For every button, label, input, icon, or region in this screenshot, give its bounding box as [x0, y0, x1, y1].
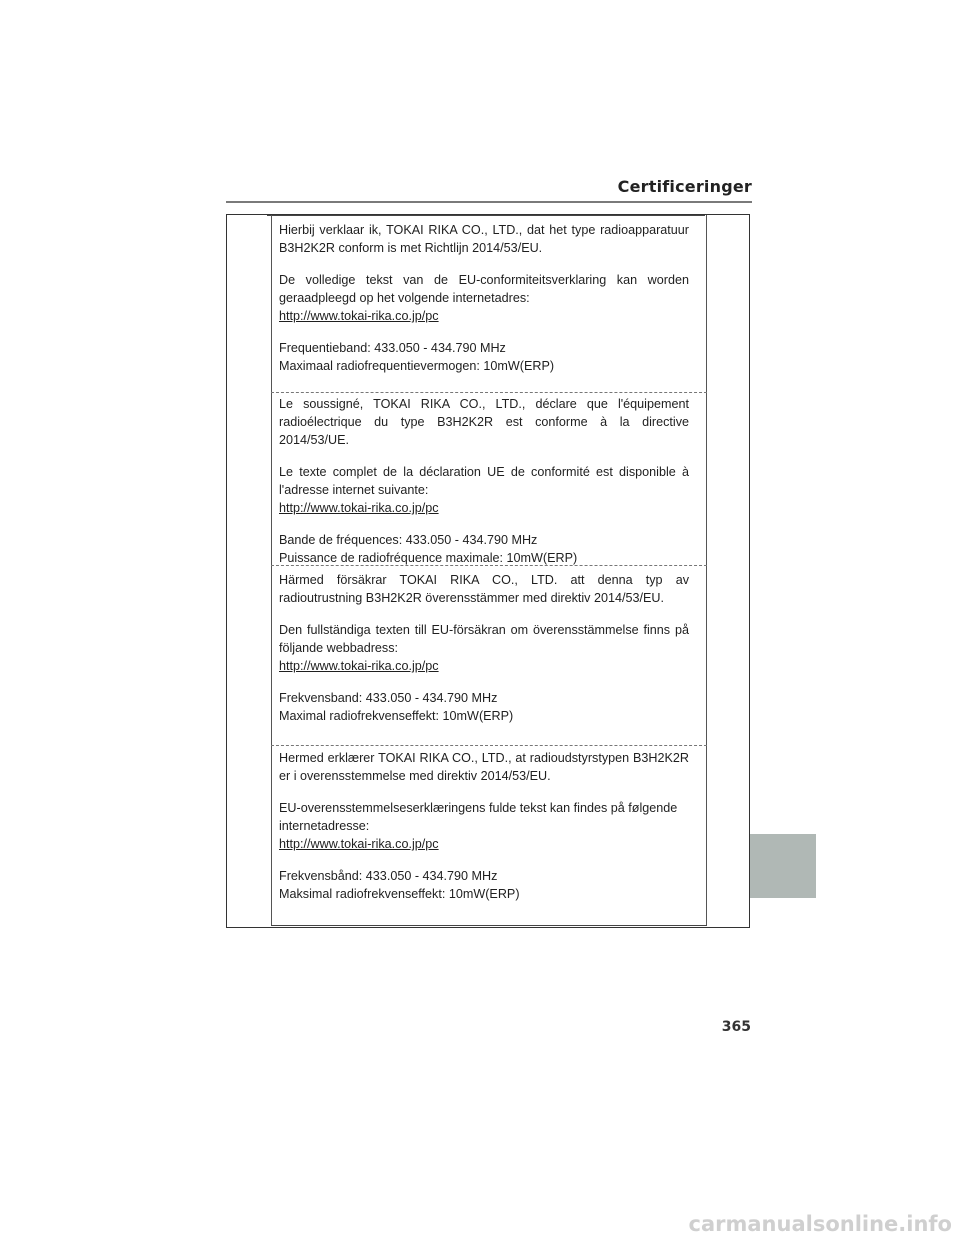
page-number: 365 [721, 1019, 751, 1035]
fulltext-text: EU-overensstemmelseserklæringens fulde tekst kan findes på følgende internetadresse: [279, 801, 678, 833]
frequency-band: Bande de fréquences: 433.050 - 434.790 MHz [279, 533, 538, 547]
page-title: Certificeringer [617, 177, 752, 196]
section-french [279, 395, 689, 567]
section-divider [271, 565, 707, 566]
declaration-link[interactable]: http://www.tokai-rika.co.jp/pc [279, 837, 439, 851]
scan-bottom-edge [271, 925, 707, 926]
section-divider [271, 745, 707, 746]
header-divider [226, 201, 752, 203]
frequency-band: Frequentieband: 433.050 - 434.790 MHz [279, 341, 506, 355]
section-divider [271, 392, 707, 393]
declaration-text: Härmed försäkrar TOKAI RIKA CO., LTD. att denna typ av radioutrustning B3H2K2R överensstämmer med direktiv 2014/53/EU. [279, 573, 689, 605]
declaration-link[interactable]: http://www.tokai-rika.co.jp/pc [279, 659, 439, 673]
scan-top-edge [267, 215, 705, 216]
max-power: Maksimal radiofrekvenseffekt: 10mW(ERP) [279, 887, 520, 901]
chapter-tab[interactable] [750, 834, 816, 898]
declaration-text: Hermed erklærer TOKAI RIKA CO., LTD., at radioudstyrstypen B3H2K2R er i overensstemmelse med direktiv 2014/53/EU. [279, 751, 689, 783]
declaration-text: Hierbij verklaar ik, TOKAI RIKA CO., LTD., dat het type radioapparatuur B3H2K2R conform is met Richtlijn 2014/53/EU. [279, 223, 689, 255]
scan-left-edge [271, 215, 272, 926]
fulltext-text: Den fullständiga texten till EU-försäkran om överensstämmelse finns på följande webbadress: [279, 623, 689, 655]
declaration-text: Le soussigné, TOKAI RIKA CO., LTD., déclare que l'équipement radioélectrique du type B3H2K2R est conforme à la directive 2014/53/UE. [279, 397, 689, 447]
declaration-link[interactable]: http://www.tokai-rika.co.jp/pc [279, 501, 439, 515]
max-power: Maximal radiofrekvenseffekt: 10mW(ERP) [279, 709, 514, 723]
max-power: Puissance de radiofréquence maximale: 10mW(ERP) [279, 551, 578, 565]
watermark: carmanualsonline.info [688, 1212, 952, 1236]
section-swedish [279, 571, 689, 725]
frequency-band: Frekvensband: 433.050 - 434.790 MHz [279, 691, 498, 705]
frequency-band: Frekvensbånd: 433.050 - 434.790 MHz [279, 869, 498, 883]
max-power: Maximaal radiofrequentievermogen: 10mW(ERP) [279, 359, 555, 373]
section-danish [279, 749, 689, 903]
scanned-declaration [271, 215, 707, 926]
scan-right-edge [706, 215, 707, 926]
section-dutch [279, 221, 689, 375]
fulltext-text: Le texte complet de la déclaration UE de conformité est disponible à l'adresse internet suivante: [279, 465, 689, 497]
declaration-link[interactable]: http://www.tokai-rika.co.jp/pc [279, 309, 439, 323]
fulltext-text: De volledige tekst van de EU-conformiteitsverklaring kan worden geraadpleegd op het volgende internetadres: [279, 273, 689, 305]
